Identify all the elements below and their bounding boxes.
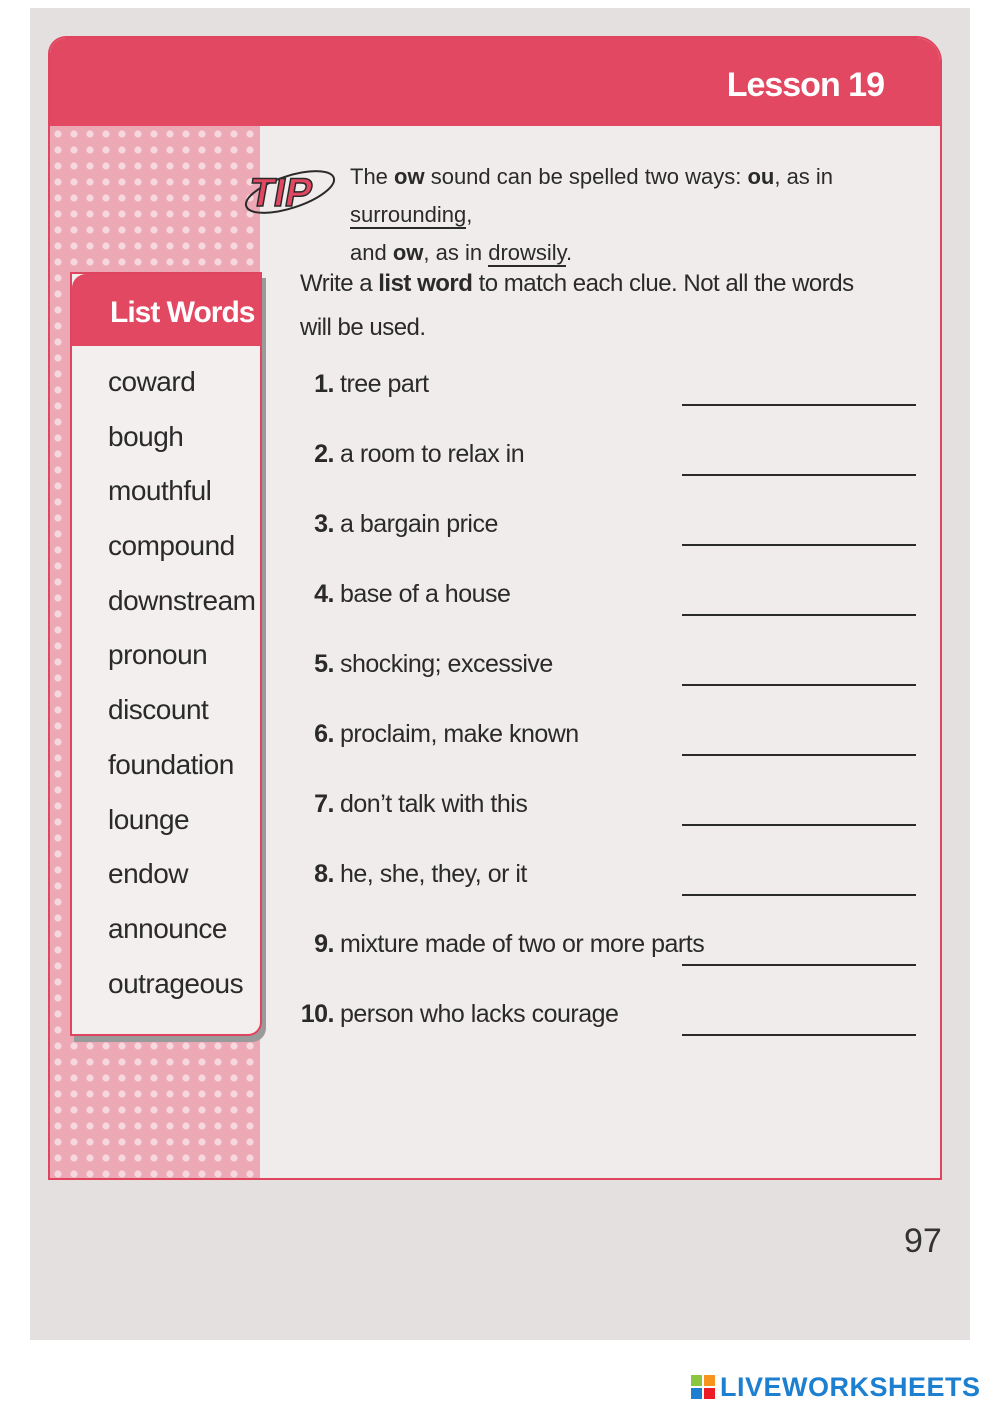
clue-item — [300, 930, 920, 1000]
clue-text: he, she, they, or it — [340, 860, 527, 888]
clue-number: 3. — [314, 510, 334, 538]
clue-text: don’t talk with this — [340, 790, 528, 818]
list-word: discount — [108, 694, 209, 726]
list-word: coward — [108, 366, 196, 397]
answer-field[interactable] — [682, 614, 916, 616]
liveworksheets-logo-icon — [690, 1374, 716, 1400]
tip-text-part: , as in — [774, 164, 834, 189]
list-words-title: List Words — [110, 296, 255, 329]
clue-item — [300, 720, 920, 790]
list-word: mouthful — [108, 475, 212, 507]
clue-item — [300, 370, 920, 440]
clue-item — [300, 580, 920, 650]
answer-field[interactable] — [682, 544, 916, 546]
clue-text: proclaim, make known — [340, 720, 579, 748]
clue-item — [300, 1000, 920, 1070]
list-words — [108, 366, 256, 1022]
clue-number: 8. — [314, 860, 334, 888]
list-word: endow — [108, 858, 189, 890]
answer-field[interactable] — [682, 964, 916, 966]
clue-number: 2. — [314, 440, 334, 468]
tip-text-part: . — [566, 240, 573, 265]
tip-example-drowsily: drowsily — [488, 240, 567, 265]
tip-text-part: and — [350, 240, 393, 265]
answer-field[interactable] — [682, 824, 916, 826]
answer-field[interactable] — [682, 684, 916, 686]
answer-field[interactable] — [682, 404, 916, 406]
clue-number: 1. — [314, 370, 334, 398]
tip-badge-label: TIP — [246, 170, 317, 215]
instructions — [300, 262, 860, 350]
tip-bold-ow-2: ow — [392, 240, 424, 265]
clue-item — [300, 510, 920, 580]
list-words-box — [70, 272, 262, 1036]
clue-item — [300, 440, 920, 510]
clue-text: shocking; excessive — [340, 650, 553, 678]
tip-text-part: , as in — [423, 240, 489, 265]
clue-text: tree part — [340, 370, 429, 398]
tip-text-part: The — [350, 164, 395, 189]
clue-text: a room to relax in — [340, 440, 525, 468]
list-word: downstream — [108, 584, 256, 616]
tip-bold-ou: ou — [747, 164, 775, 189]
answer-field[interactable] — [682, 754, 916, 756]
list-word: foundation — [108, 748, 234, 780]
answer-field[interactable] — [682, 474, 916, 476]
clue-number: 10. — [300, 1000, 334, 1028]
clue-number: 7. — [314, 790, 334, 818]
list-word: pronoun — [108, 639, 208, 671]
clue-text: mixture made of two or more parts — [340, 930, 705, 958]
clue-number: 4. — [314, 580, 334, 608]
clue-item — [300, 650, 920, 720]
clue-text: person who lacks courage — [340, 1000, 619, 1028]
lesson-title: Lesson 19 — [726, 66, 884, 104]
list-word: lounge — [108, 803, 190, 835]
clue-number: 6. — [314, 720, 334, 748]
list-word: compound — [108, 530, 235, 562]
header-band — [50, 38, 940, 126]
tip-text-part: , — [466, 202, 473, 227]
clue-text: a bargain price — [340, 510, 498, 538]
tip-text — [350, 158, 910, 272]
clue-number: 9. — [314, 930, 334, 958]
clue-list — [300, 370, 920, 1070]
page-number: 97 — [904, 1222, 942, 1260]
tip-badge-icon — [240, 148, 340, 228]
instructions-part: Write a — [300, 270, 379, 297]
footer-brand[interactable] — [690, 1370, 990, 1410]
list-words-header — [72, 274, 260, 346]
list-word: outrageous — [108, 967, 244, 999]
tip-text-part: sound can be spelled two ways: — [424, 164, 748, 189]
clue-number: 5. — [314, 650, 334, 678]
instructions-part: to match each clue. Not all the words will be used. — [300, 270, 854, 341]
list-word: announce — [108, 912, 228, 944]
brand-text: LIVEWORKSHEETS — [720, 1372, 981, 1402]
tip-bold-ow: ow — [394, 164, 425, 189]
clue-text: base of a house — [340, 580, 511, 608]
instructions-bold: list word — [378, 270, 473, 297]
answer-field[interactable] — [682, 1034, 916, 1036]
tip-example-surrounding: surrounding — [350, 202, 467, 227]
clue-item — [300, 790, 920, 860]
clue-item — [300, 860, 920, 930]
list-word: bough — [108, 420, 184, 452]
answer-field[interactable] — [682, 894, 916, 896]
